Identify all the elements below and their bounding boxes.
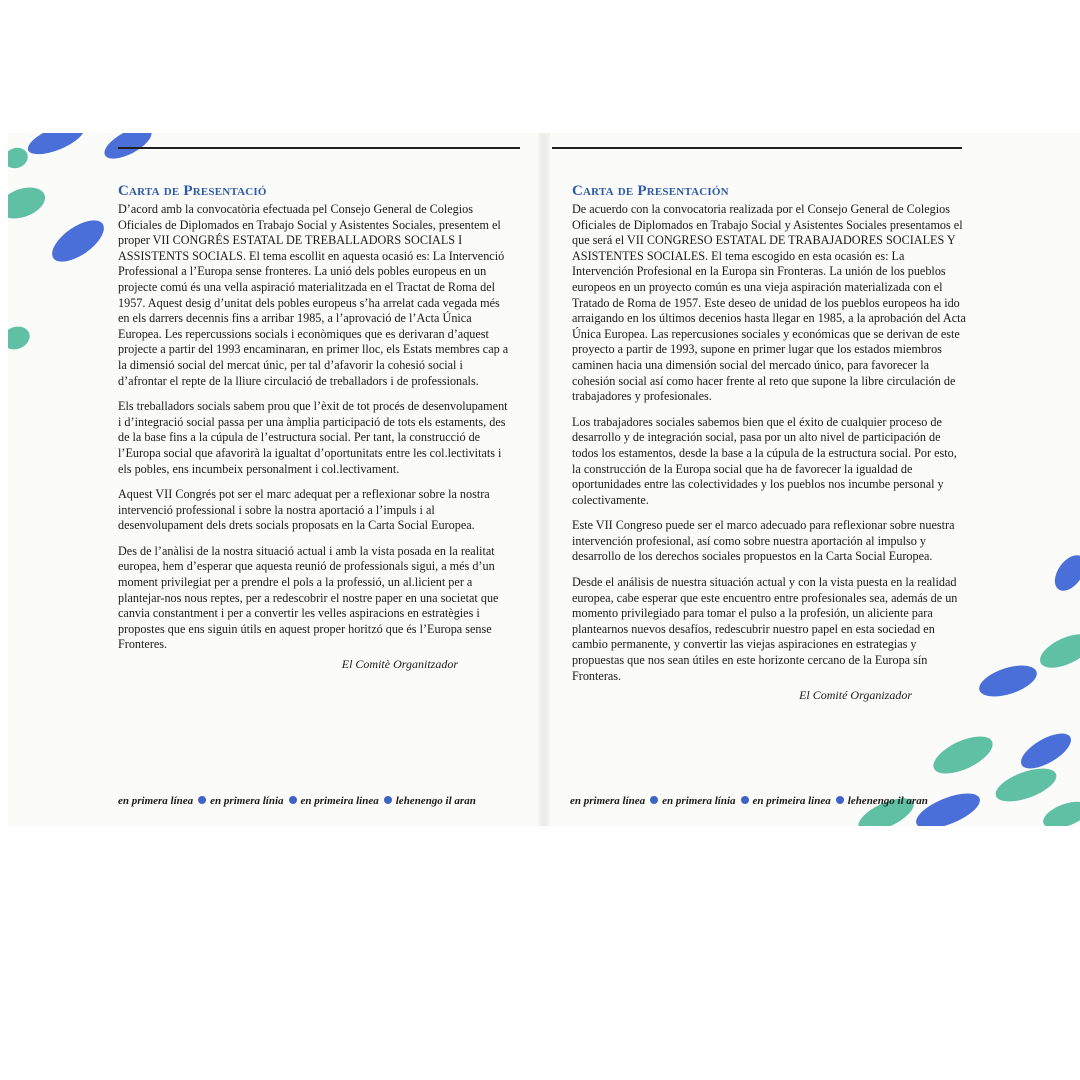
bullet-dot-icon (836, 796, 844, 804)
right-paragraph-4: Desde el análisis de nuestra situación actual y con la vista puesta en la realidad europea, cabe esperar que este encuentro entre profesionales sea, además de un momento privilegiado para tomar el pulso a la profesión, un aliciente para plantearnos nuevos desafíos, redescubrir nuestro papel en esta sociedad en cambio permanente, y convertir las viejas aspiraciones en estrategias y propuestas que nos sean útiles en este horizonte cercano de la Europa sín Fronteras. (572, 575, 958, 683)
blue-oval (1016, 727, 1076, 776)
right-footer (570, 795, 928, 807)
right-top-rule (552, 147, 962, 149)
teal-oval (1035, 627, 1080, 674)
left-top-rule (118, 147, 520, 149)
bullet-dot-icon (289, 796, 297, 804)
bullet-dot-icon (384, 796, 392, 804)
footer-phrase: en primera línia (210, 795, 284, 807)
right-page-spanish (572, 183, 967, 703)
right-paragraph-1: De acuerdo con la convocatoria realizada por el Consejo General de Colegios Oficiales de Diplomados en Trabajo Social y Asistentes Sociales presentamos el que será el VII CONGRESO ESTATAL DE TRABAJADORES SOCIALES Y ASISTENTES SOCIALES. El tema escogido en esta ocasión es: La Intervención Profesional en la Europa sin Fronteras. La unión de los pueblos europeos en un proyecto común es una vieja aspiración materializada con el Tratado de Roma de 1957. Este deseo de unidad de los pueblos europeos ha ido arraigando en los últimos decenios hasta llegar en 1985, a la aprobación del Acta Única Europea. Las repercusiones sociales y económicas que se derivan de este proyecto a partir de 1993, supone en primer lugar que los estados miembros caminen hacia una dimensión social del mercado único, para favorecer la cohesión social así como hacer frente al reto que supone la libre circulación de trabajadores y profesionales. (572, 202, 966, 404)
footer-phrase: en primeira linea (752, 795, 831, 807)
blue-oval (24, 133, 88, 160)
blue-oval (1049, 550, 1080, 597)
left-page-catalan (118, 183, 513, 672)
left-paragraph-1: D’acord amb la convocatòria efectuada pel Consejo General de Colegios Oficiales de Diplomados en Trabajo Social y Asistentes Sociales, presentem el proper VII CONGRÉS ESTATAL DE TREBALLADORS SOCIALS I ASSISTENTS SOCIALS. El tema escollit en aquesta ocasió es: La Intervenció Professional a l’Europa sense fronteres. La unió dels pobles europeus en un projecte comú és una vella aspiració materialitzada en el Tractat de Roma del 1957. Aquest desig d’unitat dels pobles europeus s’ha arrelat cada vegada més en els darrers decennis fins a arribar 1985, a l’aprovació de l’Acta Única Europea. Les repercussions socials i econòmiques que es derivaran d’aquest projecte a partir del 1993 encaminaran, en primer lloc, els Estats membres cap a la dimensió social del mercat únic, per tal d’afavorir la cohesió social i d’afrontar el repte de la lliure circulació de treballadors i de professionals. (118, 202, 509, 388)
footer-phrase: en primera línea (570, 795, 646, 807)
brochure-spread (8, 133, 1080, 826)
blue-oval (45, 212, 110, 269)
left-signature: El Comitè Organitzador (341, 657, 458, 672)
footer-phrase: en primera línea (118, 795, 194, 807)
teal-oval (8, 182, 49, 225)
left-footer (118, 795, 476, 807)
teal-oval (8, 323, 33, 353)
teal-oval (1040, 796, 1080, 826)
left-paragraph-2: Els treballadors socials sabem prou que l’èxit de tot procés de desenvolupament i d’integració social passa per una àmplia participació de tots els estaments, des de la base fins a la cúpula de l’estructura social. Per tant, la construcció de l’Europa social que afavorirà la igualtat d’oportunitats entre les col.lectivitats i els pobles, ens incumbeix personalment i col.lectivament. (118, 399, 508, 476)
footer-phrase: en primeira linea (300, 795, 379, 807)
right-signature: El Comité Organizador (799, 688, 912, 703)
right-page-title: Carta de Presentación (572, 183, 729, 199)
footer-phrase: lehenengo il aran (847, 795, 928, 807)
footer-phrase: lehenengo il aran (395, 795, 476, 807)
right-paragraph-3: Este VII Congreso puede ser el marco adecuado para reflexionar sobre nuestra intervención profesional, así como sobre nuestra aportación al impulso y desarrollo de los derechos sociales propuestos en la Carta Social Europea. (572, 518, 955, 564)
left-paragraph-3: Aquest VII Congrés pot ser el marc adequat per a reflexionar sobre la nostra intervenció professional i sobre la nostra aportació a l’impuls i al desenvolupament dels drets socials proposats en la Carta Social Europea. (118, 487, 490, 533)
left-paragraph-4: Des de l’anàlisi de la nostra situació actual i amb la vista posada en la realitat europea, hem d’esperar que aquesta reunió de professionals sigui, a més d’un moment privilegiat per a prendre el pols a la professió, un al.licient per a plantejar-nos nous reptes, per a redescobrir el nostre paper en una societat que canvia constantment i per a convertir les velles aspiracions en estratègies i propostes que ens siguin útils en aquest proper horitzó que és l’Europa sense Fronteres. (118, 543, 499, 652)
bullet-dot-icon (650, 796, 658, 804)
right-paragraph-2: Los trabajadores sociales sabemos bien que el éxito de cualquier proceso de desarrollo y de integración social, pasa por un alto nivel de participación de todos los estamentos, desde la base a la cúpula de la estructura social. Por esto, la construcción de la Europa social que ha de favorecer la igualdad de oportunidades entre las colectividades y los pueblos nos incumbe personal y colectivamente. (572, 414, 957, 507)
bullet-dot-icon (198, 796, 206, 804)
teal-oval (8, 144, 31, 171)
left-page-title: Carta de Presentació (118, 183, 267, 199)
blue-oval (975, 659, 1040, 702)
teal-oval (928, 729, 998, 781)
teal-oval (991, 762, 1060, 808)
footer-phrase: en primera línia (662, 795, 736, 807)
bullet-dot-icon (741, 796, 749, 804)
